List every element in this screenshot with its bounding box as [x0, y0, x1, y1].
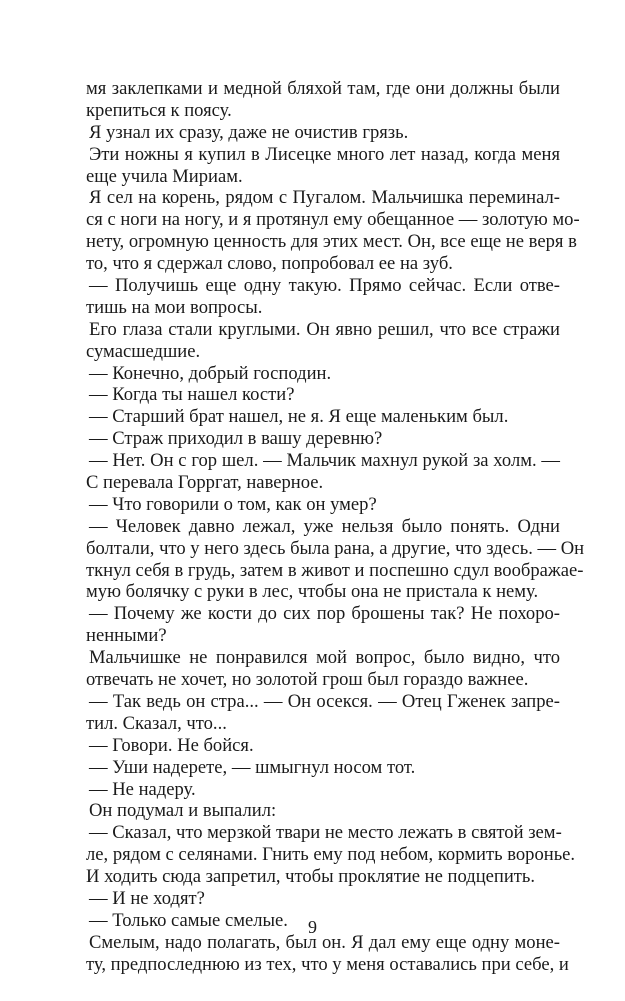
text-line: — Когда ты нашел кости? — [89, 384, 295, 406]
text-line: ненными? — [86, 625, 167, 647]
text-line: мя заклепками и медной бляхой там, где они должны были — [86, 78, 560, 99]
text-line: — Сказал, что мерзкой твари не место лежать в святой зем- — [89, 822, 562, 844]
text-line: Смелым, надо полагать, был он. Я дал ему еще одну моне- — [89, 931, 560, 953]
text-line: тишь на мои вопросы. — [86, 296, 263, 318]
text-line: — Страж приходил в вашу деревню? — [89, 428, 383, 450]
text-line: — Почему же кости до сих пор брошены так? Не похоро- — [89, 603, 560, 625]
text-line: отвечать не хочет, но золотой грош был гораздо важнее. — [86, 669, 529, 691]
text-line: — И не ходят? — [89, 887, 205, 909]
text-line: — Не надеру. — [89, 778, 196, 800]
text-line: нету, огромную ценность для этих мест. Он, все еще не веря в — [86, 231, 577, 253]
text-line: крепиться к поясу. — [86, 99, 232, 121]
page-number: 9 — [308, 917, 317, 937]
body-text — [86, 78, 585, 976]
text-line: ткнул себя в грудь, затем в живот и поспешно сдул воображае- — [86, 559, 584, 581]
text-line: — Конечно, добрый господин. — [89, 362, 332, 384]
text-line: сумасшедшие. — [86, 340, 201, 362]
text-line: — Только самые смелые. — [89, 909, 288, 931]
text-line: ле, рядом с селянами. Гнить ему под небом, кормить воронье. — [86, 844, 576, 866]
text-line: мую болячку с руки в лес, чтобы она не пристала к нему. — [86, 581, 539, 603]
text-line: Его глаза стали круглыми. Он явно решил, что все стражи — [89, 318, 560, 340]
text-line: Я сел на корень, рядом с Пугалом. Мальчишка переминал- — [89, 187, 560, 209]
text-line: ся с ноги на ногу, и я протянул ему обещанное — золотую мо- — [86, 209, 580, 231]
text-line: — Что говорили о том, как он умер? — [89, 493, 377, 515]
text-line: Мальчишке не понравился мой вопрос, было видно, что — [89, 647, 560, 669]
text-line: — Говори. Не бойся. — [89, 734, 254, 756]
text-line: — Уши надерете, — шмыгнул носом тот. — [89, 756, 416, 778]
text-line: еще учила Мириам. — [86, 165, 243, 187]
text-line: болтали, что у него здесь была рана, а другие, что здесь. — Он — [86, 537, 585, 559]
text-line: — Нет. Он с гор шел. — Мальчик махнул рукой за холм. — — [89, 450, 560, 472]
text-line: Эти ножны я купил в Лисецке много лет назад, когда меня — [89, 143, 560, 165]
text-line: тил. Сказал, что... — [86, 712, 227, 734]
text-line: — Получишь еще одну такую. Прямо сейчас. Если отве- — [89, 275, 560, 297]
text-line: ту, предпоследнюю из тех, что у меня оставались при себе, и — [86, 953, 569, 975]
text-line: С перевала Горргат, наверное. — [86, 472, 324, 494]
text-line: И ходить сюда запретил, чтобы проклятие не подцепить. — [86, 866, 536, 888]
text-line: — Так ведь он стра... — Он осекся. — Отец Гженек запре- — [89, 690, 560, 712]
text-line: — Человек давно лежал, уже нельзя было понять. Одни — [89, 515, 560, 537]
text-line: — Старший брат нашел, не я. Я еще маленьким был. — [89, 406, 509, 428]
text-line: Я узнал их сразу, даже не очистив грязь. — [89, 121, 409, 143]
text-line: Он подумал и выпалил: — [89, 800, 277, 822]
text-line: то, что я сдержал слово, попробовал ее на зуб. — [86, 253, 453, 275]
